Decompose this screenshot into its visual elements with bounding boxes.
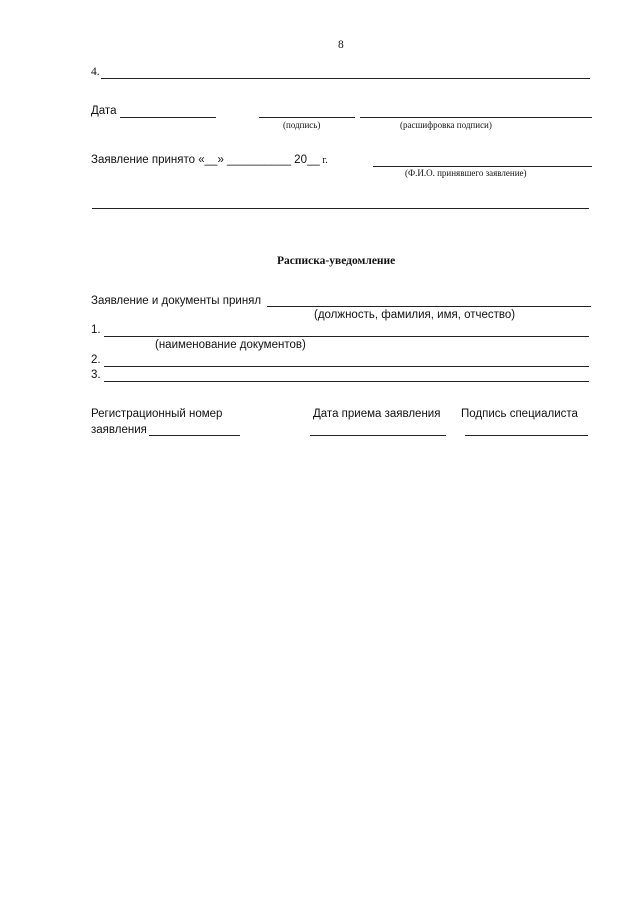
reg-number-line [149,435,240,436]
date-line [120,117,216,118]
receipt-accepted-line [267,306,591,307]
receipt-accepted-label: Заявление и документы принял [91,295,262,307]
page-number: 8 [338,39,344,51]
decryption-line [360,117,592,118]
fio-caption: (Ф.И.О. принявшего заявление) [405,168,527,178]
doc-item-3-line [104,381,589,382]
doc-item-1-label: 1. [91,324,101,336]
position-caption: (должность, фамилия, имя, отчество) [314,309,516,321]
reg-number-label: Регистрационный номер [91,408,223,420]
decryption-caption: (расшифровка подписи) [400,120,492,130]
docs-caption: (наименование документов) [155,339,306,351]
doc-item-2-line [104,366,589,367]
receipt-date-line [310,435,446,436]
doc-item-3-label: 3. [91,369,101,381]
item-4-label: 4. [91,66,100,78]
receipt-date-label: Дата приема заявления [313,408,441,420]
signature-line [259,117,355,118]
accepted-fio-line [373,166,592,167]
signature-caption: (подпись) [283,120,321,130]
accepted-line-text: Заявление принято «__» __________ 20__ г. [91,154,328,166]
doc-item-2-label: 2. [91,354,101,366]
doc-item-1-line [104,336,589,337]
item-4-line [101,78,590,79]
specialist-signature-line [465,435,588,436]
receipt-title: Расписка-уведомление [277,255,396,267]
specialist-signature-label: Подпись специалиста [461,408,578,420]
reg-number-label-2: заявления [91,424,147,436]
section-separator [92,208,589,209]
date-label: Дата [91,105,117,117]
